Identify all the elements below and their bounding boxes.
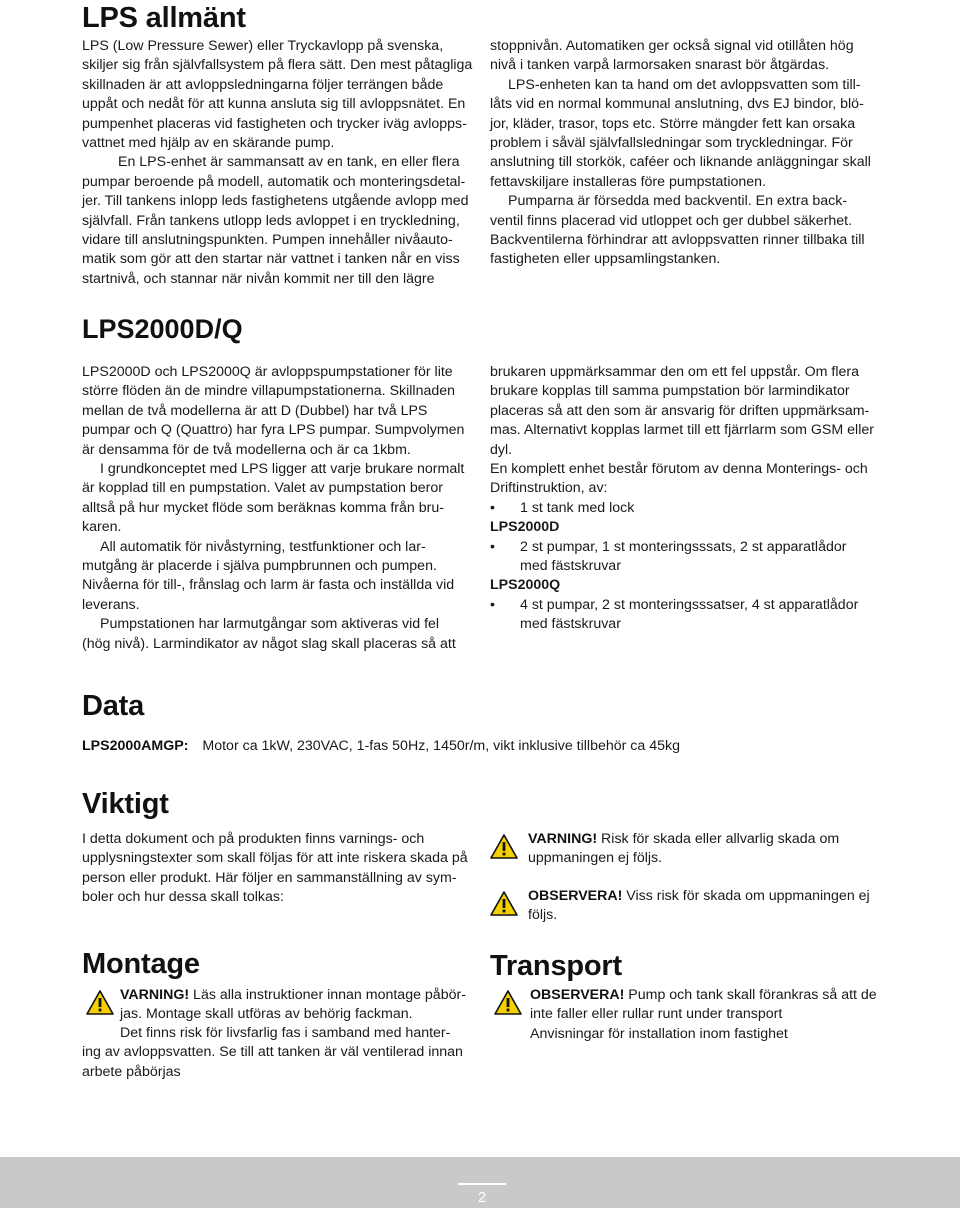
- text-line: All automatik för nivåstyrning, testfunktioner och lar-: [100, 538, 426, 555]
- list-item: [490, 499, 890, 518]
- text-line: ing av avloppsvatten. Se till att tanken är väl ventilerad innan: [82, 1044, 463, 1061]
- text-line: pumpenhet placeras vid fastigheten och trycker iväg avlopps-: [82, 115, 467, 132]
- text-line: Det finns risk för livsfarlig fas i samband med hanter-: [120, 1025, 451, 1041]
- page-number: 2: [477, 1189, 487, 1206]
- bullet-icon: •: [490, 596, 495, 613]
- list-item: [490, 596, 890, 635]
- text-line: person eller produkt. Här följer en sammanställning av sym-: [82, 869, 457, 886]
- text-line: är densamma för de två modellerna och är ca 1kbm.: [82, 441, 411, 458]
- lps2000-right-column: [490, 363, 890, 635]
- warning-triangle-icon: [494, 990, 522, 1015]
- text-line: jer. Till tankens inlopp leds fastighetens utgående avlopp med: [82, 193, 469, 210]
- text-line: brukare kopplas till samma pumpstation bör larmindikator: [490, 383, 850, 400]
- text-line: startnivå, och stannar när nivån kommit ner till den lägre: [82, 270, 435, 287]
- heading-lps2000: LPS2000D/Q: [82, 314, 243, 344]
- text-line: skiljer sig från självfallsystem på flera sätt. Den mest påtagliga: [82, 57, 473, 74]
- text-line: leverans.: [82, 596, 140, 613]
- text-line: skillnaden är att avloppsledningarna följer terrängen både: [82, 76, 444, 93]
- heading-data: Data: [82, 690, 145, 722]
- warning-text: Läs alla instruktioner innan montage påbör-: [189, 987, 466, 1003]
- text-line: Pumparna är försedda med backventil. En extra back-: [508, 193, 848, 210]
- warning-label: OBSERVERA!: [530, 987, 625, 1003]
- list-item: [490, 538, 890, 577]
- warning-text: jas. Montage skall utföras av behörig fackman.: [120, 1006, 413, 1023]
- text-line: anslutning till storkök, caféer och liknande anläggningar skall: [490, 154, 871, 171]
- bullet-icon: •: [490, 499, 495, 516]
- text-line: mas. Alternativt kopplas larmet till ett fjärrlarm som GSM eller: [490, 422, 874, 439]
- warning-triangle-icon: [490, 891, 518, 916]
- montage-text: [82, 1024, 482, 1082]
- text-line: brukaren uppmärksammar den om ett fel uppstår. Om flera: [490, 364, 860, 380]
- heading-lps-allmant: LPS allmänt: [82, 2, 246, 34]
- warning-label: VARNING!: [528, 831, 598, 847]
- list-item-text: med fästskruvar: [520, 616, 621, 633]
- bullet-icon: •: [490, 538, 495, 555]
- list-item-text: med fästskruvar: [520, 558, 621, 575]
- text-line: I detta dokument och på produkten finns varnings- och: [82, 831, 425, 847]
- text-line: placeras så att den som är ansvarig för driften uppmärksam-: [490, 402, 870, 419]
- viktigt-text: [82, 830, 482, 908]
- text-line: vidare till anslutningspunkten. Pumpen innehåller nivåauto-: [82, 232, 453, 249]
- text-line: nivå i tanken varpå larmorsaken snarast bör åtgärdas.: [490, 57, 830, 74]
- text-line: Driftinstruktion, av:: [490, 480, 608, 497]
- text-line: I grundkonceptet med LPS ligger att varje brukare normalt: [100, 461, 465, 478]
- warning-label: VARNING!: [120, 987, 190, 1003]
- warning-varning-definition: [490, 830, 910, 870]
- text-line: är kopplad till en pumpstation. Valet av pumpstation beror: [82, 480, 443, 497]
- warning-text: inte faller eller rullar runt under transport: [530, 1006, 783, 1023]
- text-line: (hög nivå). Larmindikator av något slag skall placeras så att: [82, 635, 456, 652]
- heading-viktigt: Viktigt: [82, 788, 169, 820]
- text-line: mutgång är placerde i själva pumpbrunnen och pumpen.: [82, 558, 437, 575]
- text-line: fettavskiljare installeras före pumpstationen.: [490, 173, 767, 190]
- text-line: jor, kläder, trasor, tops etc. Större mängder fett kan orsaka: [490, 115, 856, 132]
- heading-transport: Transport: [490, 950, 622, 982]
- warning-label: OBSERVERA!: [528, 888, 623, 904]
- footer-divider: [458, 1183, 506, 1185]
- warning-text: Pump och tank skall förankras så att de: [624, 987, 877, 1003]
- text-line: LPS (Low Pressure Sewer) eller Tryckavlopp på svenska,: [82, 38, 444, 54]
- text-line: upplysningstexter som skall följas för att inte riskera skada på: [82, 850, 468, 867]
- warning-text: Risk för skada eller allvarlig skada om: [597, 831, 840, 847]
- data-label: LPS2000AMGP:: [82, 738, 189, 754]
- text-line: stoppnivån. Automatiken ger också signal vid otillåten hög: [490, 38, 854, 54]
- page-footer: [0, 1157, 960, 1208]
- text-line: Pumpstationen har larmutgångar som aktiveras vid fel: [100, 616, 440, 633]
- text-line: LPS-enheten kan ta hand om det avloppsvatten som till-: [508, 76, 861, 93]
- text-line: LPS2000D och LPS2000Q är avloppspumpstationer för lite: [82, 364, 453, 380]
- warning-triangle-icon: [86, 990, 114, 1015]
- warning-text: uppmaningen ej följs.: [528, 850, 663, 867]
- warning-text: Viss risk för skada om uppmaningen ej: [622, 888, 870, 904]
- text-line: matik som gör att den startar när vattnet i tanken når en viss: [82, 251, 460, 268]
- list-item-text: 1 st tank med lock: [520, 499, 635, 516]
- lps-allmant-left-column: [82, 37, 482, 289]
- list-item-text: 4 st pumpar, 2 st monteringsssatser, 4 st apparatlådor: [520, 596, 859, 613]
- transport-warning: [490, 986, 910, 1046]
- warning-observera-definition: [490, 887, 910, 927]
- list-item-text: 2 st pumpar, 1 st monteringsssats, 2 st apparatlådor: [520, 538, 847, 555]
- text-line: boler och hur dessa skall tolkas:: [82, 889, 284, 906]
- text-line: arbete påbörjas: [82, 1063, 181, 1080]
- text-line: Nivåerna för till-, frånslag och larm är fasta och inställda vid: [82, 577, 455, 594]
- montage-warning: [82, 986, 482, 1026]
- warning-text: följs.: [528, 907, 558, 924]
- text-line: problem i såväl självfallsledningar som tryckledningar. För: [490, 135, 853, 152]
- lps2000-left-column: [82, 363, 482, 654]
- warning-text: Anvisningar för installation inom fastighet: [530, 1025, 788, 1042]
- text-line: mellan de två modellerna är att D (Dubbel) har två LPS: [82, 402, 428, 419]
- text-line: vattnet med hjälp av en skärande pump.: [82, 135, 335, 152]
- warning-triangle-icon: [490, 834, 518, 859]
- text-line: En komplett enhet består förutom av denna Monterings- och: [490, 461, 868, 478]
- heading-montage: Montage: [82, 948, 200, 980]
- text-line: ventil finns placerad vid utloppet och ger dubbel säkerhet.: [490, 212, 853, 229]
- text-line: En LPS-enhet är sammansatt av en tank, en eller flera: [118, 154, 460, 171]
- text-line: alltså på hur mycket flöde som beräknas komma från bru-: [82, 499, 444, 516]
- model-label-lps2000d: LPS2000D: [490, 519, 560, 536]
- text-line: låts vid en normal kommunal anslutning, dvs EJ bindor, blö-: [490, 96, 864, 113]
- model-label-lps2000q: LPS2000Q: [490, 577, 561, 594]
- text-line: pumpar och Q (Quattro) har fyra LPS pumpar. Sumpvolymen: [82, 422, 465, 439]
- text-line: större flöden än de mindre villapumpstationerna. Skillnaden: [82, 383, 456, 400]
- text-line: Backventilerna förhindrar att avloppsvatten rinner tillbaka till: [490, 232, 865, 249]
- text-line: uppåt och nedåt för att kunna ansluta sig till avloppsnätet. En: [82, 96, 466, 113]
- data-row: [82, 737, 680, 756]
- lps-allmant-right-column: [490, 37, 890, 270]
- text-line: pumpar beroende på modell, automatik och monteringsdetal-: [82, 173, 466, 190]
- data-value: Motor ca 1kW, 230VAC, 1-fas 50Hz, 1450r/m, vikt inklusive tillbehör ca 45kg: [202, 738, 680, 754]
- text-line: dyl.: [490, 441, 513, 458]
- text-line: karen.: [82, 519, 122, 536]
- text-line: självfall. Från tankens utlopp leds avloppet i en tryckledning,: [82, 212, 460, 229]
- text-line: fastigheten eller uppsamlingstanken.: [490, 251, 721, 268]
